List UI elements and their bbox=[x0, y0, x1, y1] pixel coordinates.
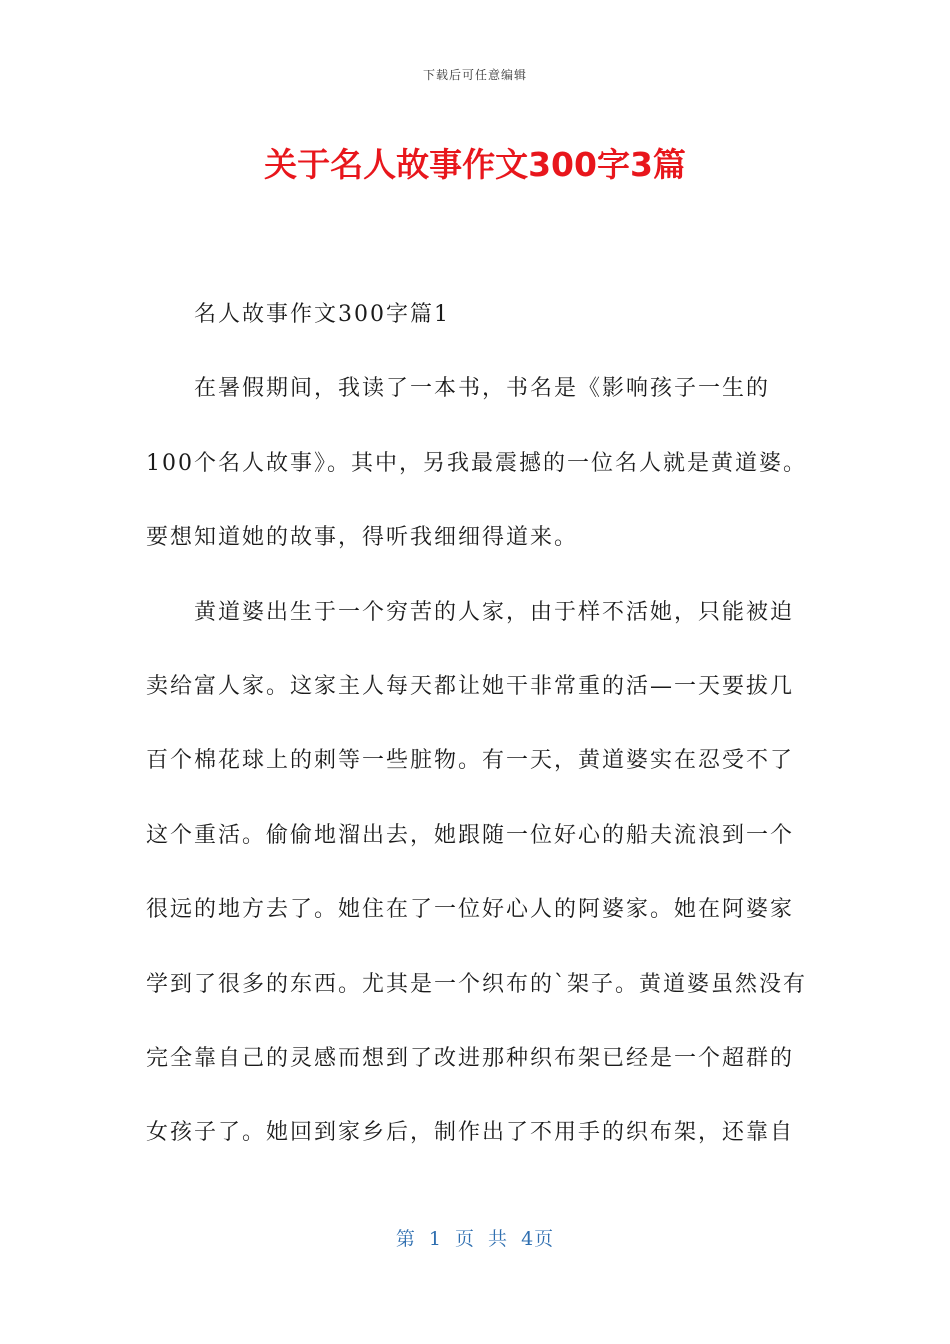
section-heading: 名人故事作文300字篇1 bbox=[194, 302, 450, 327]
document-body bbox=[146, 278, 806, 1171]
header-note: 下载后可任意编辑 bbox=[422, 68, 527, 82]
paragraph-line: 完全靠自己的灵感而想到了改进那种织布架已经是一个超群的 bbox=[146, 1046, 795, 1072]
paragraph-line: 女孩子了。她回到家乡后，制作出了不用手的织布架，还靠自 bbox=[146, 1120, 795, 1146]
paragraph-line: 在暑假期间，我读了一本书，书名是《影响孩子一生的 bbox=[194, 376, 771, 402]
paragraph-line: 很远的地方去了。她住在了一位好心人的阿婆家。她在阿婆家 bbox=[146, 897, 795, 923]
page-number-footer: 第 1 页 共 4页 bbox=[395, 1228, 555, 1250]
paragraph-line: 100个名人故事》。其中，另我最震撼的一位名人就是黄道婆。 bbox=[146, 450, 807, 476]
paragraph-line: 黄道婆出生于一个穷苦的人家，由于样不活她，只能被迫 bbox=[194, 599, 795, 625]
paragraph-line: 百个棉花球上的刺等一些脏物。有一天，黄道婆实在忍受不了 bbox=[146, 748, 795, 774]
paragraph-line: 学到了很多的东西。尤其是一个织布的`架子。黄道婆虽然没有 bbox=[146, 971, 808, 997]
paragraph-line: 卖给富人家。这家主人每天都让她干非常重的活—一天要拔几 bbox=[146, 674, 795, 700]
paragraph-line: 这个重活。偷偷地溜出去，她跟随一位好心的船夫流浪到一个 bbox=[146, 822, 795, 848]
paragraph-line: 要想知道她的故事，得听我细细得道来。 bbox=[146, 525, 579, 551]
document-title: 关于名人故事作文300字3篇 bbox=[264, 145, 686, 184]
